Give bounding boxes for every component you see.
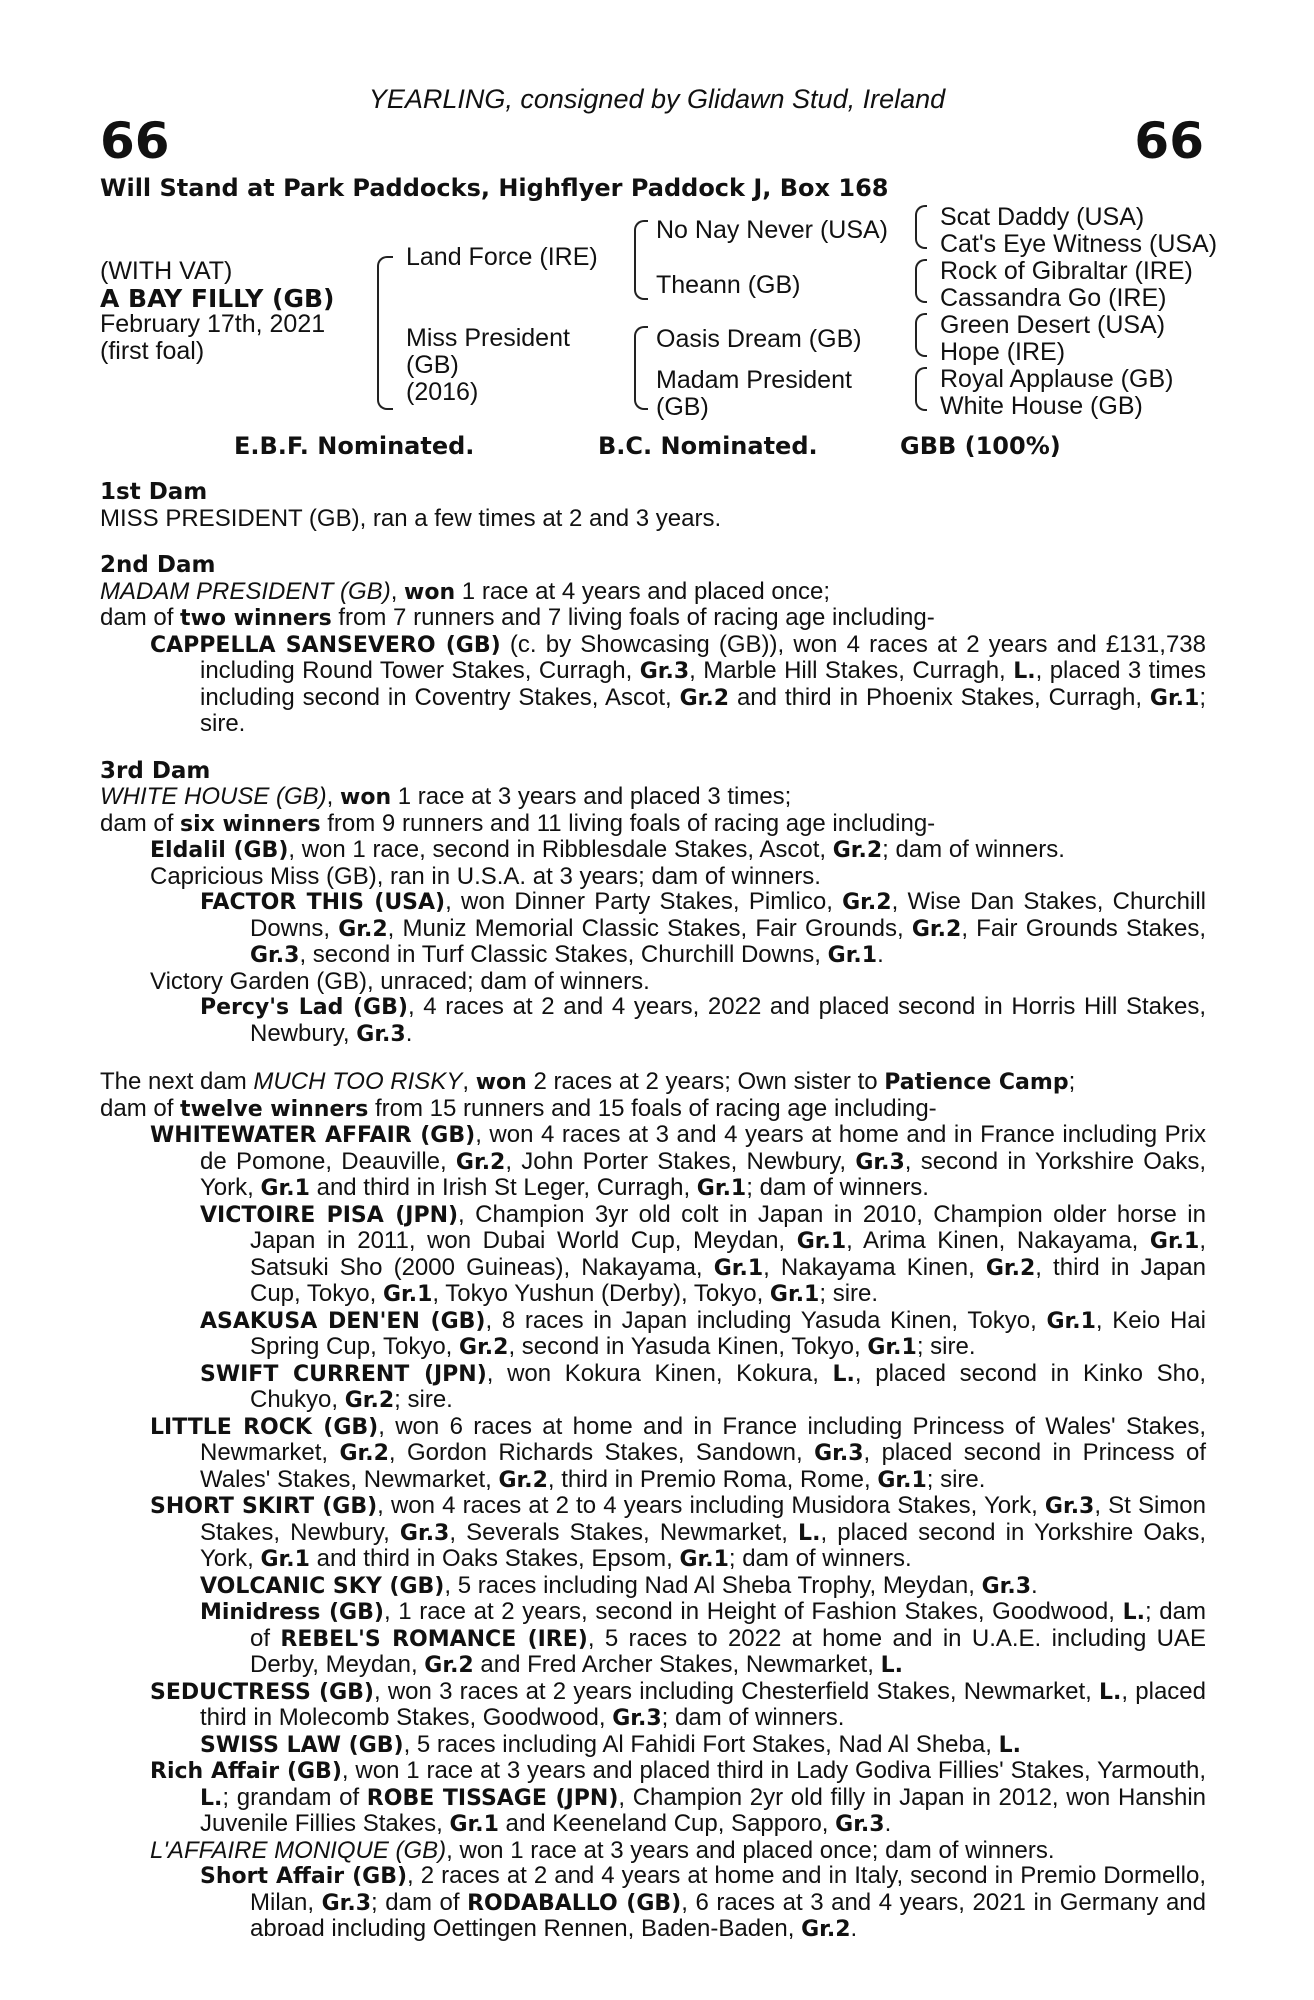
pedigree-brace-sire [634, 220, 648, 300]
sire: Land Force (IRE) [406, 243, 598, 271]
capricious-miss: Capricious Miss (GB), ran in U.S.A. at 3 years; dam of winners. [150, 862, 821, 890]
sire-sire: No Nay Never (USA) [656, 216, 888, 244]
brace-ss [915, 205, 927, 249]
first-dam-heading: 1st Dam [100, 479, 208, 505]
lot-number-right: 66 [1134, 112, 1204, 170]
dds: Royal Applause (GB) [940, 365, 1174, 393]
dam-name-1: Miss President [406, 324, 570, 352]
little-rock: LITTLE ROCK (GB), won 6 races at home and in France including Princess of Wales' Stakes, Newmarket, Gr.2, Gordon Richards Stakes, Sandown, Gr.3, placed second in Princess of Wales' Stakes, Newmarket, Gr.2, third in Premio Roma, Rome, Gr.1; sire. [150, 1412, 1207, 1493]
foaling-date: February 17th, 2021 [100, 310, 326, 338]
whitewater-affair: WHITEWATER AFFAIR (GB), won 4 races at 3 and 4 years at home and in France including Prix de Pomone, Deauville, Gr.2, John Porter Stakes, Newbury, Gr.3, second in Yorkshire Oaks, York, Gr.1 and third in Irish St Leger, Curragh, Gr.1; dam of winners. [150, 1121, 1206, 1201]
brace-sd [915, 259, 927, 303]
third-dam-text: WHITE HOUSE (GB), won 1 race at 3 years and placed 3 times; [100, 783, 792, 810]
laffaire-monique: L'AFFAIRE MONIQUE (GB), won 1 race at 3 years and placed once; dam of winners. [150, 1836, 1055, 1864]
horse-name: A BAY FILLY (GB) [100, 284, 335, 313]
dam-sire: Oasis Dream (GB) [656, 325, 862, 353]
volcanic-sky: VOLCANIC SKY (GB), 5 races including Nad Al Sheba Trophy, Meydan, Gr.3. [200, 1571, 1038, 1599]
first-dam-text: MISS PRESIDENT (GB), ran a few times at 2 and 3 years. [100, 504, 722, 532]
minidress: Minidress (GB), 1 race at 2 years, second in Height of Fashion Stakes, Goodwood, L.; dam of REBEL'S ROMANCE (IRE), 5 races to 2022 at home and in U.A.E. including UAE Derby, Meydan, Gr.2 and Fred Archer Stakes, Newmarket, L. [200, 1598, 1207, 1678]
dam-name-2: (GB) [406, 351, 459, 379]
gbb-status: GBB (100%) [900, 432, 1061, 460]
next-dam-text: The next dam MUCH TOO RISKY, won 2 races at 2 years; Own sister to Patience Camp; [100, 1068, 1076, 1095]
dam-dam-1: Madam President [656, 366, 852, 394]
consignment-line: YEARLING, consigned by Glidawn Stud, Ireland [368, 84, 946, 114]
sdd: Cassandra Go (IRE) [940, 284, 1167, 312]
victoire-pisa: VICTOIRE PISA (JPN), Champion 3yr old colt in Japan in 2010, Champion older horse in Japan in 2011, won Dubai World Cup, Meydan, Gr.1, Arima Kinen, Nakayama, Gr.1, Satsuki Sho (2000 Guineas), Nakayama, Gr.1, Nakayama Kinen, Gr.2, third in Japan Cup, Tokyo, Gr.1, Tokyo Yushun (Derby), Tokyo, Gr.1; sire. [200, 1200, 1207, 1307]
pedigree-brace-dam [634, 326, 648, 410]
bc-nomination: B.C. Nominated. [598, 432, 818, 460]
factor-this: FACTOR THIS (USA), won Dinner Party Stakes, Pimlico, Gr.2, Wise Dan Stakes, Churchill Downs, Gr.2, Muniz Memorial Classic Stakes, Fair Grounds, Gr.2, Fair Grounds Stakes, Gr.3, second in Turf Classic Stakes, Churchill Downs, Gr.1. [200, 888, 1207, 968]
short-skirt: SHORT SKIRT (GB), won 4 races at 2 to 4 years including Musidora Stakes, York, Gr.3, St Simon Stakes, Newbury, Gr.3, Severals Stakes, Newmarket, L., placed second in Yorkshire Oaks, York, Gr.1 and third in Oaks Stakes, Epsom, Gr.1; dam of winners. [150, 1492, 1207, 1572]
brace-dd [915, 367, 927, 411]
sss: Scat Daddy (USA) [940, 203, 1145, 231]
rich-affair: Rich Affair (GB), won 1 race at 3 years and placed third in Lady Godiva Fillies' Stakes, Yarmouth, L.; grandam of ROBE TISSAGE (JPN), Champion 2yr old filly in Japan in 2012, won Hanshin Juvenile Fillies Stakes, Gr.1 and Keeneland Cup, Sapporo, Gr.3. [150, 1757, 1206, 1837]
dam-dam-2: (GB) [656, 393, 709, 421]
dsd: Hope (IRE) [940, 338, 1066, 366]
dam-year: (2016) [406, 378, 479, 406]
cappella-sansevero: CAPPELLA SANSEVERO (GB) (c. by Showcasing (GB)), won 4 races at 2 years and £131,738 including Round Tower Stakes, Curragh, Gr.3, Marble Hill Stakes, Curragh, L., placed 3 times including second in Coventry Stakes, Ascot, Gr.2 and third in Phoenix Stakes, Curragh, Gr.1; sire. [150, 630, 1207, 737]
third-dam-heading: 3rd Dam [100, 757, 211, 784]
ssd: Cat's Eye Witness (USA) [940, 230, 1218, 258]
vat-note: (WITH VAT) [100, 257, 233, 285]
eldalil: Eldalil (GB), won 1 race, second in Ribblesdale Stakes, Ascot, Gr.2; dam of winners. [150, 836, 1065, 863]
second-dam-heading: 2nd Dam [100, 552, 216, 578]
short-affair: Short Affair (GB), 2 races at 2 and 4 years at home and in Italy, second in Premio Dormello, Milan, Gr.3; dam of RODABALLO (GB), 6 races at 3 and 4 years, 2021 in Germany and abroad including Oettingen Rennen, Baden-Baden, Gr.2. [200, 1862, 1207, 1942]
second-dam-produce: dam of two winners from 7 runners and 7 living foals of racing age including- [100, 604, 935, 631]
swift-current: SWIFT CURRENT (JPN), won Kokura Kinen, Kokura, L., placed second in Kinko Sho, Chukyo, Gr.2; sire. [200, 1359, 1206, 1413]
dss: Green Desert (USA) [940, 311, 1166, 339]
pedigree-brace-main [377, 256, 393, 410]
seductress: SEDUCTRESS (GB), won 3 races at 2 years including Chesterfield Stakes, Newmarket, L., placed third in Molecomb Stakes, Goodwood, Gr.3; dam of winners. [150, 1677, 1206, 1731]
brace-ds [915, 313, 927, 357]
third-dam-produce: dam of six winners from 9 runners and 11 living foals of racing age including- [100, 809, 936, 837]
ebf-nomination: E.B.F. Nominated. [234, 432, 475, 460]
sds: Rock of Gibraltar (IRE) [940, 257, 1193, 285]
ddd: White House (GB) [940, 392, 1143, 420]
stand-info: Will Stand at Park Paddocks, Highflyer Paddock J, Box 168 [100, 174, 889, 202]
first-foal-note: (first foal) [100, 337, 205, 365]
asakusa-denen: ASAKUSA DEN'EN (GB), 8 races in Japan including Yasuda Kinen, Tokyo, Gr.1, Keio Hai Spring Cup, Tokyo, Gr.2, second in Yasuda Kinen, Tokyo, Gr.1; sire. [200, 1306, 1206, 1360]
second-dam-text: MADAM PRESIDENT (GB), won 1 race at 4 years and placed once; [100, 577, 831, 605]
next-dam-produce: dam of twelve winners from 15 runners and 15 foals of racing age including- [100, 1094, 937, 1122]
catalogue-body [100, 480, 1206, 1943]
swiss-law: SWISS LAW (GB), 5 races including Al Fahidi Fort Stakes, Nad Al Sheba, L. [200, 1730, 1021, 1758]
sire-dam: Theann (GB) [656, 271, 801, 299]
percys-lad: Percy's Lad (GB), 4 races at 2 and 4 years, 2022 and placed second in Horris Hill Stakes, Newbury, Gr.3. [200, 993, 1207, 1047]
lot-number-left: 66 [100, 112, 170, 170]
victory-garden: Victory Garden (GB), unraced; dam of winners. [150, 967, 650, 995]
